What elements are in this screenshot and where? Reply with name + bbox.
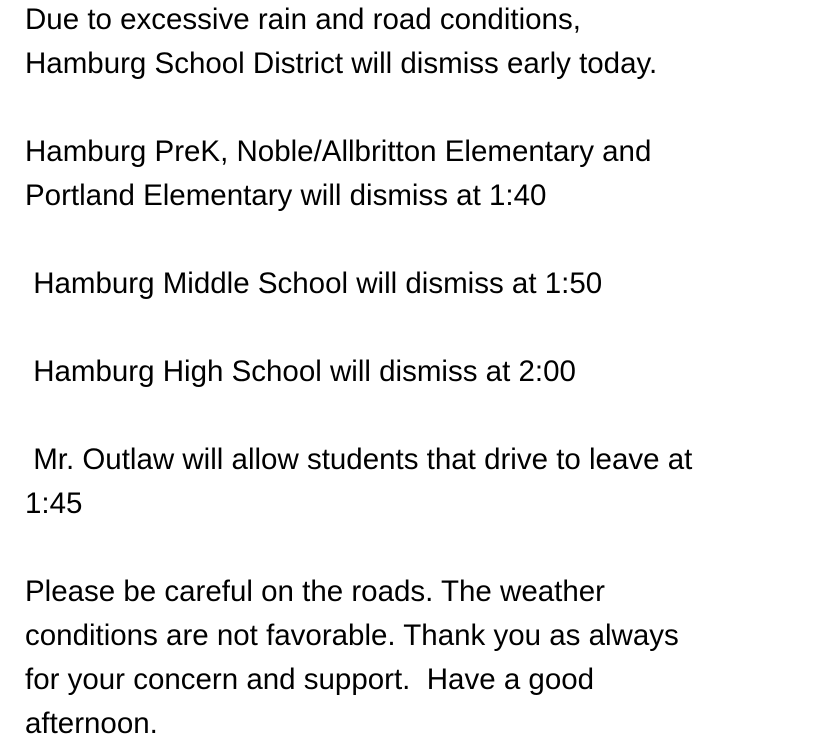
paragraph-high-school-dismissal: Hamburg High School will dismiss at 2:00 xyxy=(25,355,576,388)
paragraph-early-dismissal: Due to excessive rain and road conditions, Hamburg School District will dismiss early today. xyxy=(25,3,658,80)
paragraph-middle-school-dismissal: Hamburg Middle School will dismiss at 1:50 xyxy=(25,267,603,300)
paragraph-elementary-dismissal: Hamburg PreK, Noble/Allbritton Elementary and Portland Elementary will dismiss at 1:40 xyxy=(25,135,652,212)
paragraph-student-drivers: Mr. Outlaw will allow students that drive to leave at 1:45 xyxy=(25,443,693,520)
message-body xyxy=(25,0,815,746)
paragraph-closing: Please be careful on the roads. The weather conditions are not favorable. Thank you as always for your concern and support. Have a good afternoon. xyxy=(25,575,679,740)
